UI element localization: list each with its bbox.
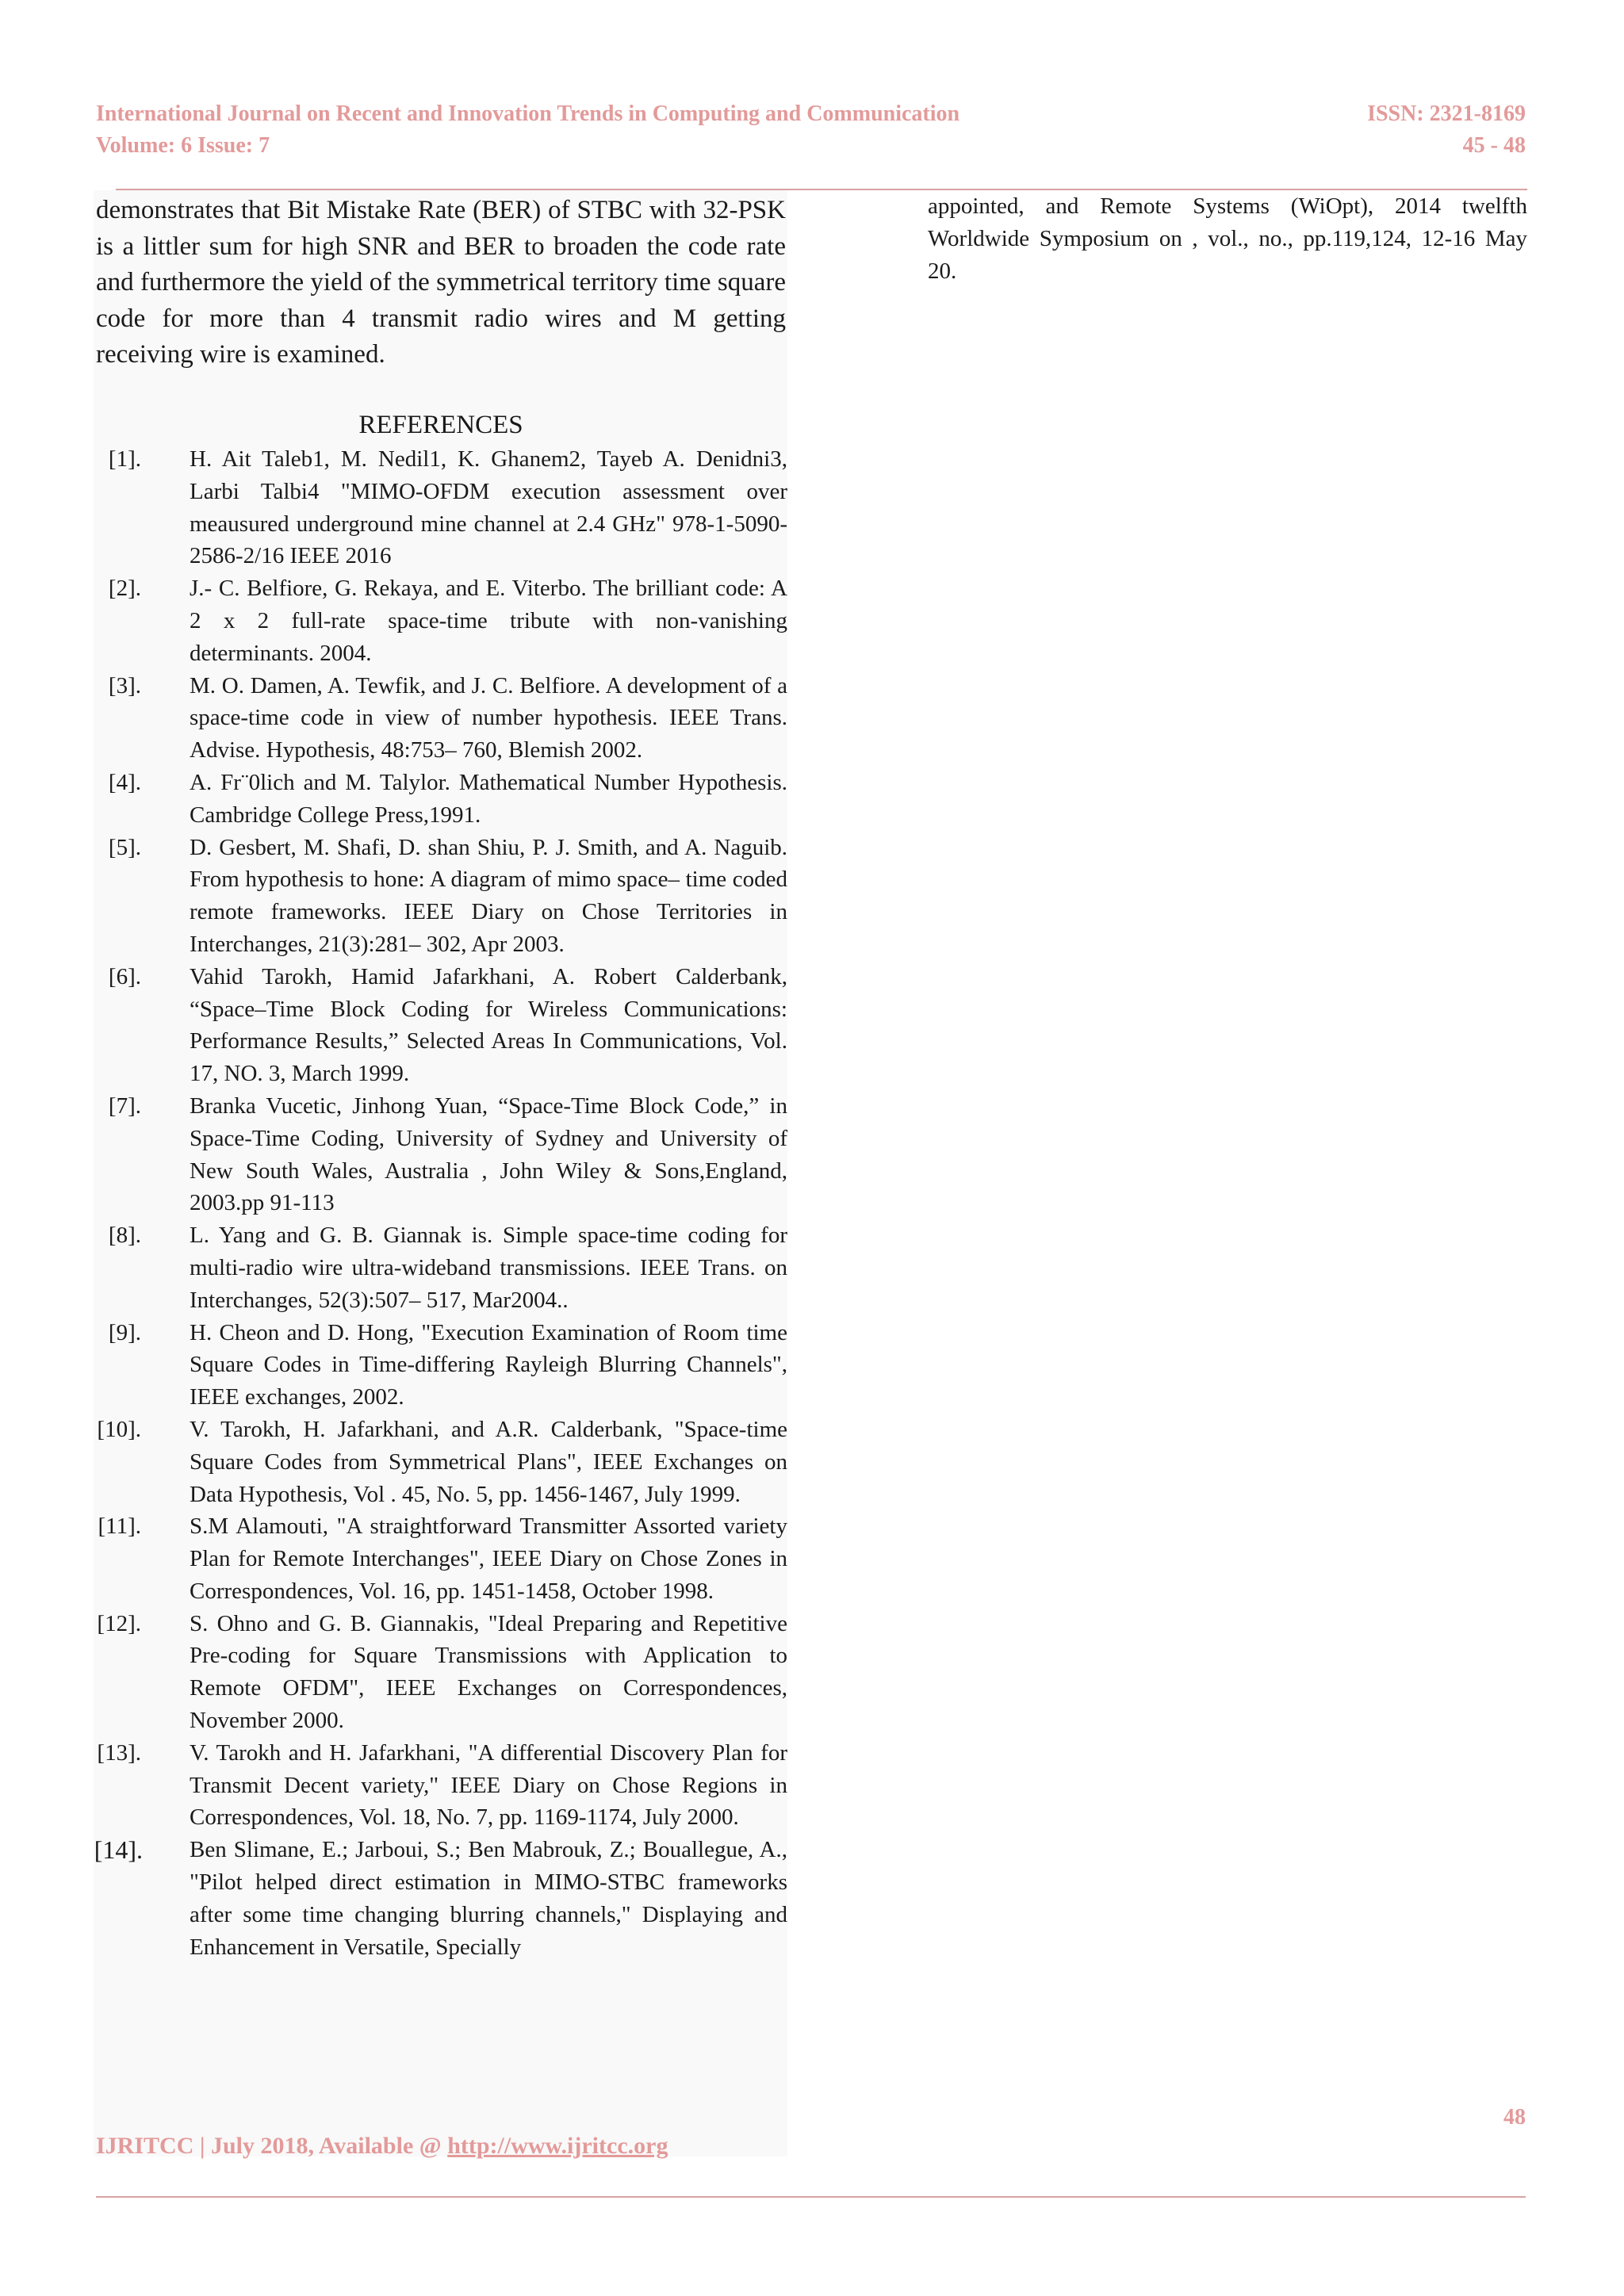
journal-header bbox=[96, 98, 1127, 162]
reference-text: Branka Vucetic, Jinhong Yuan, “Space-Time Block Code,” in Space-Time Coding, University of Sydney and University of New South Wales, Australia , John Wiley & Sons,England, 2003.pp 91-113 bbox=[190, 1093, 787, 1216]
reference-number: [3]. bbox=[108, 672, 141, 698]
reference-number: [14]. bbox=[94, 1835, 143, 1865]
reference-number: [1]. bbox=[108, 446, 141, 472]
reference-number: [5]. bbox=[108, 834, 141, 860]
reference-item bbox=[87, 1317, 787, 1414]
reference-text: V. Tarokh and H. Jafarkhani, "A differential Discovery Plan for Transmit Decent variety," IEEE Diary on Chose Regions in Correspondences, Vol. 18, No. 7, pp. 1169-1174, July 2000. bbox=[190, 1739, 787, 1831]
page-range: 45 - 48 bbox=[1462, 133, 1526, 158]
reference-item bbox=[87, 1608, 787, 1737]
reference-text: M. O. Damen, A. Tewfik, and J. C. Belfiore. A development of a space-time code in view of number hypothesis. IEEE Trans. Advise. Hypothesis, 48:753– 760, Blemish 2002. bbox=[190, 672, 787, 763]
reference-item bbox=[87, 1414, 787, 1510]
reference-number: [2]. bbox=[108, 576, 141, 602]
reference-item bbox=[87, 961, 787, 1090]
reference-item bbox=[87, 832, 787, 961]
references-list bbox=[87, 443, 787, 1963]
reference-number: [8]. bbox=[108, 1223, 141, 1249]
reference-text: H. Cheon and D. Hong, "Execution Examination of Room time Square Codes in Time-differing Rayleigh Blurring Channels", IEEE exchanges, 2002. bbox=[190, 1319, 787, 1410]
reference-continuation: appointed, and Remote Systems (WiOpt), 2014 twelfth Worldwide Symposium on , vol., no., pp.119,124, 12-16 May 20. bbox=[928, 193, 1527, 284]
reference-text: V. Tarokh, H. Jafarkhani, and A.R. Calderbank, "Space-time Square Codes from Symmetrical Plans", IEEE Exchanges on Data Hypothesis, Vol . 45, No. 5, pp. 1456-1467, July 1999. bbox=[190, 1416, 787, 1507]
reference-text: S.M Alamouti, "A straightforward Transmitter Assorted variety Plan for Remote Interchanges", IEEE Diary on Chose Zones in Correspondences, Vol. 16, pp. 1451-1458, October 1998. bbox=[190, 1513, 787, 1604]
journal-title: International Journal on Recent and Innovation Trends in Computing and Communication bbox=[96, 101, 960, 126]
footer-text bbox=[96, 2133, 668, 2160]
reference-number: [4]. bbox=[108, 769, 141, 795]
reference-text: Vahid Tarokh, Hamid Jafarkhani, A. Robert Calderbank, “Space–Time Block Coding for Wireless Communications: Performance Results,” Selected Areas In Communications, Vol. 17, NO. 3, March 1999. bbox=[190, 963, 787, 1087]
reference-text: H. Ait Taleb1, M. Nedil1, K. Ghanem2, Tayeb A. Denidni3, Larbi Talbi4 "MIMO-OFDM execution assessment over meausured underground mine channel at 2.4 GHz" 978-1-5090-2586-2/16 IEEE 2016 bbox=[190, 446, 787, 569]
issn-header bbox=[1208, 98, 1526, 162]
reference-item bbox=[87, 572, 787, 669]
reference-text: L. Yang and G. B. Giannak is. Simple space-time coding for multi-radio wire ultra-wideband transmissions. IEEE Trans. on Interchanges, 52(3):507– 517, Mar2004.. bbox=[190, 1223, 787, 1313]
reference-item bbox=[87, 1090, 787, 1219]
reference-text: A. Fr¨0lich and M. Talylor. Mathematical Number Hypothesis. Cambridge College Press,1991. bbox=[190, 769, 787, 828]
page-number: 48 bbox=[1503, 2105, 1526, 2130]
reference-number: [12]. bbox=[97, 1610, 141, 1636]
reference-number: [10]. bbox=[97, 1416, 141, 1442]
footer-label: IJRITCC | July 2018, Available @ bbox=[96, 2133, 448, 2159]
volume-issue: Volume: 6 Issue: 7 bbox=[96, 133, 270, 158]
reference-number: [11]. bbox=[98, 1513, 141, 1540]
references-heading: REFERENCES bbox=[358, 411, 523, 439]
reference-item bbox=[87, 1219, 787, 1316]
reference-item bbox=[87, 1510, 787, 1607]
reference-text: J.- C. Belfiore, G. Rekaya, and E. Viterbo. The brilliant code: A 2 x 2 full-rate space-time tribute with non-vanishing determinants. 2004. bbox=[190, 576, 787, 666]
reference-number: [13]. bbox=[97, 1739, 141, 1766]
reference-item bbox=[87, 443, 787, 572]
reference-number: [6]. bbox=[108, 963, 141, 989]
journal-website-link[interactable]: http://www.ijritcc.org bbox=[447, 2133, 668, 2159]
reference-number: [9]. bbox=[108, 1319, 141, 1345]
reference-text: Ben Slimane, E.; Jarboui, S.; Ben Mabrouk, Z.; Bouallegue, A., "Pilot helped direct estimation in MIMO-STBC frameworks after some time changing blurring channels," Displaying and Enhancement in Versatile, Specially bbox=[190, 1837, 787, 1960]
intro-paragraph: demonstrates that Bit Mistake Rate (BER) of STBC with 32-PSK is a littler sum for high SNR and BER to broaden the code rate and furthermore the yield of the symmetrical territory time square code for more than 4 transmit radio wires and M getting receiving wire is examined. bbox=[96, 196, 786, 369]
issn: ISSN: 2321-8169 bbox=[1367, 101, 1526, 126]
reference-text: D. Gesbert, M. Shafi, D. shan Shiu, P. J. Smith, and A. Naguib. From hypothesis to hone: A diagram of mimo space– time coded remote frameworks. IEEE Diary on Chose Territories in Interchanges, 21(3):281– 302, Apr 2003. bbox=[190, 834, 787, 957]
reference-text: S. Ohno and G. B. Giannakis, "Ideal Preparing and Repetitive Pre-coding for Square Transmissions with Application to Remote OFDM", IEEE Exchanges on Correspondences, November 2000. bbox=[190, 1610, 787, 1734]
reference-item bbox=[87, 1834, 787, 1963]
reference-number: [7]. bbox=[108, 1093, 141, 1119]
reference-item bbox=[87, 767, 787, 832]
reference-item bbox=[87, 1737, 787, 1834]
reference-item bbox=[87, 670, 787, 767]
footer-divider bbox=[96, 2196, 1526, 2198]
